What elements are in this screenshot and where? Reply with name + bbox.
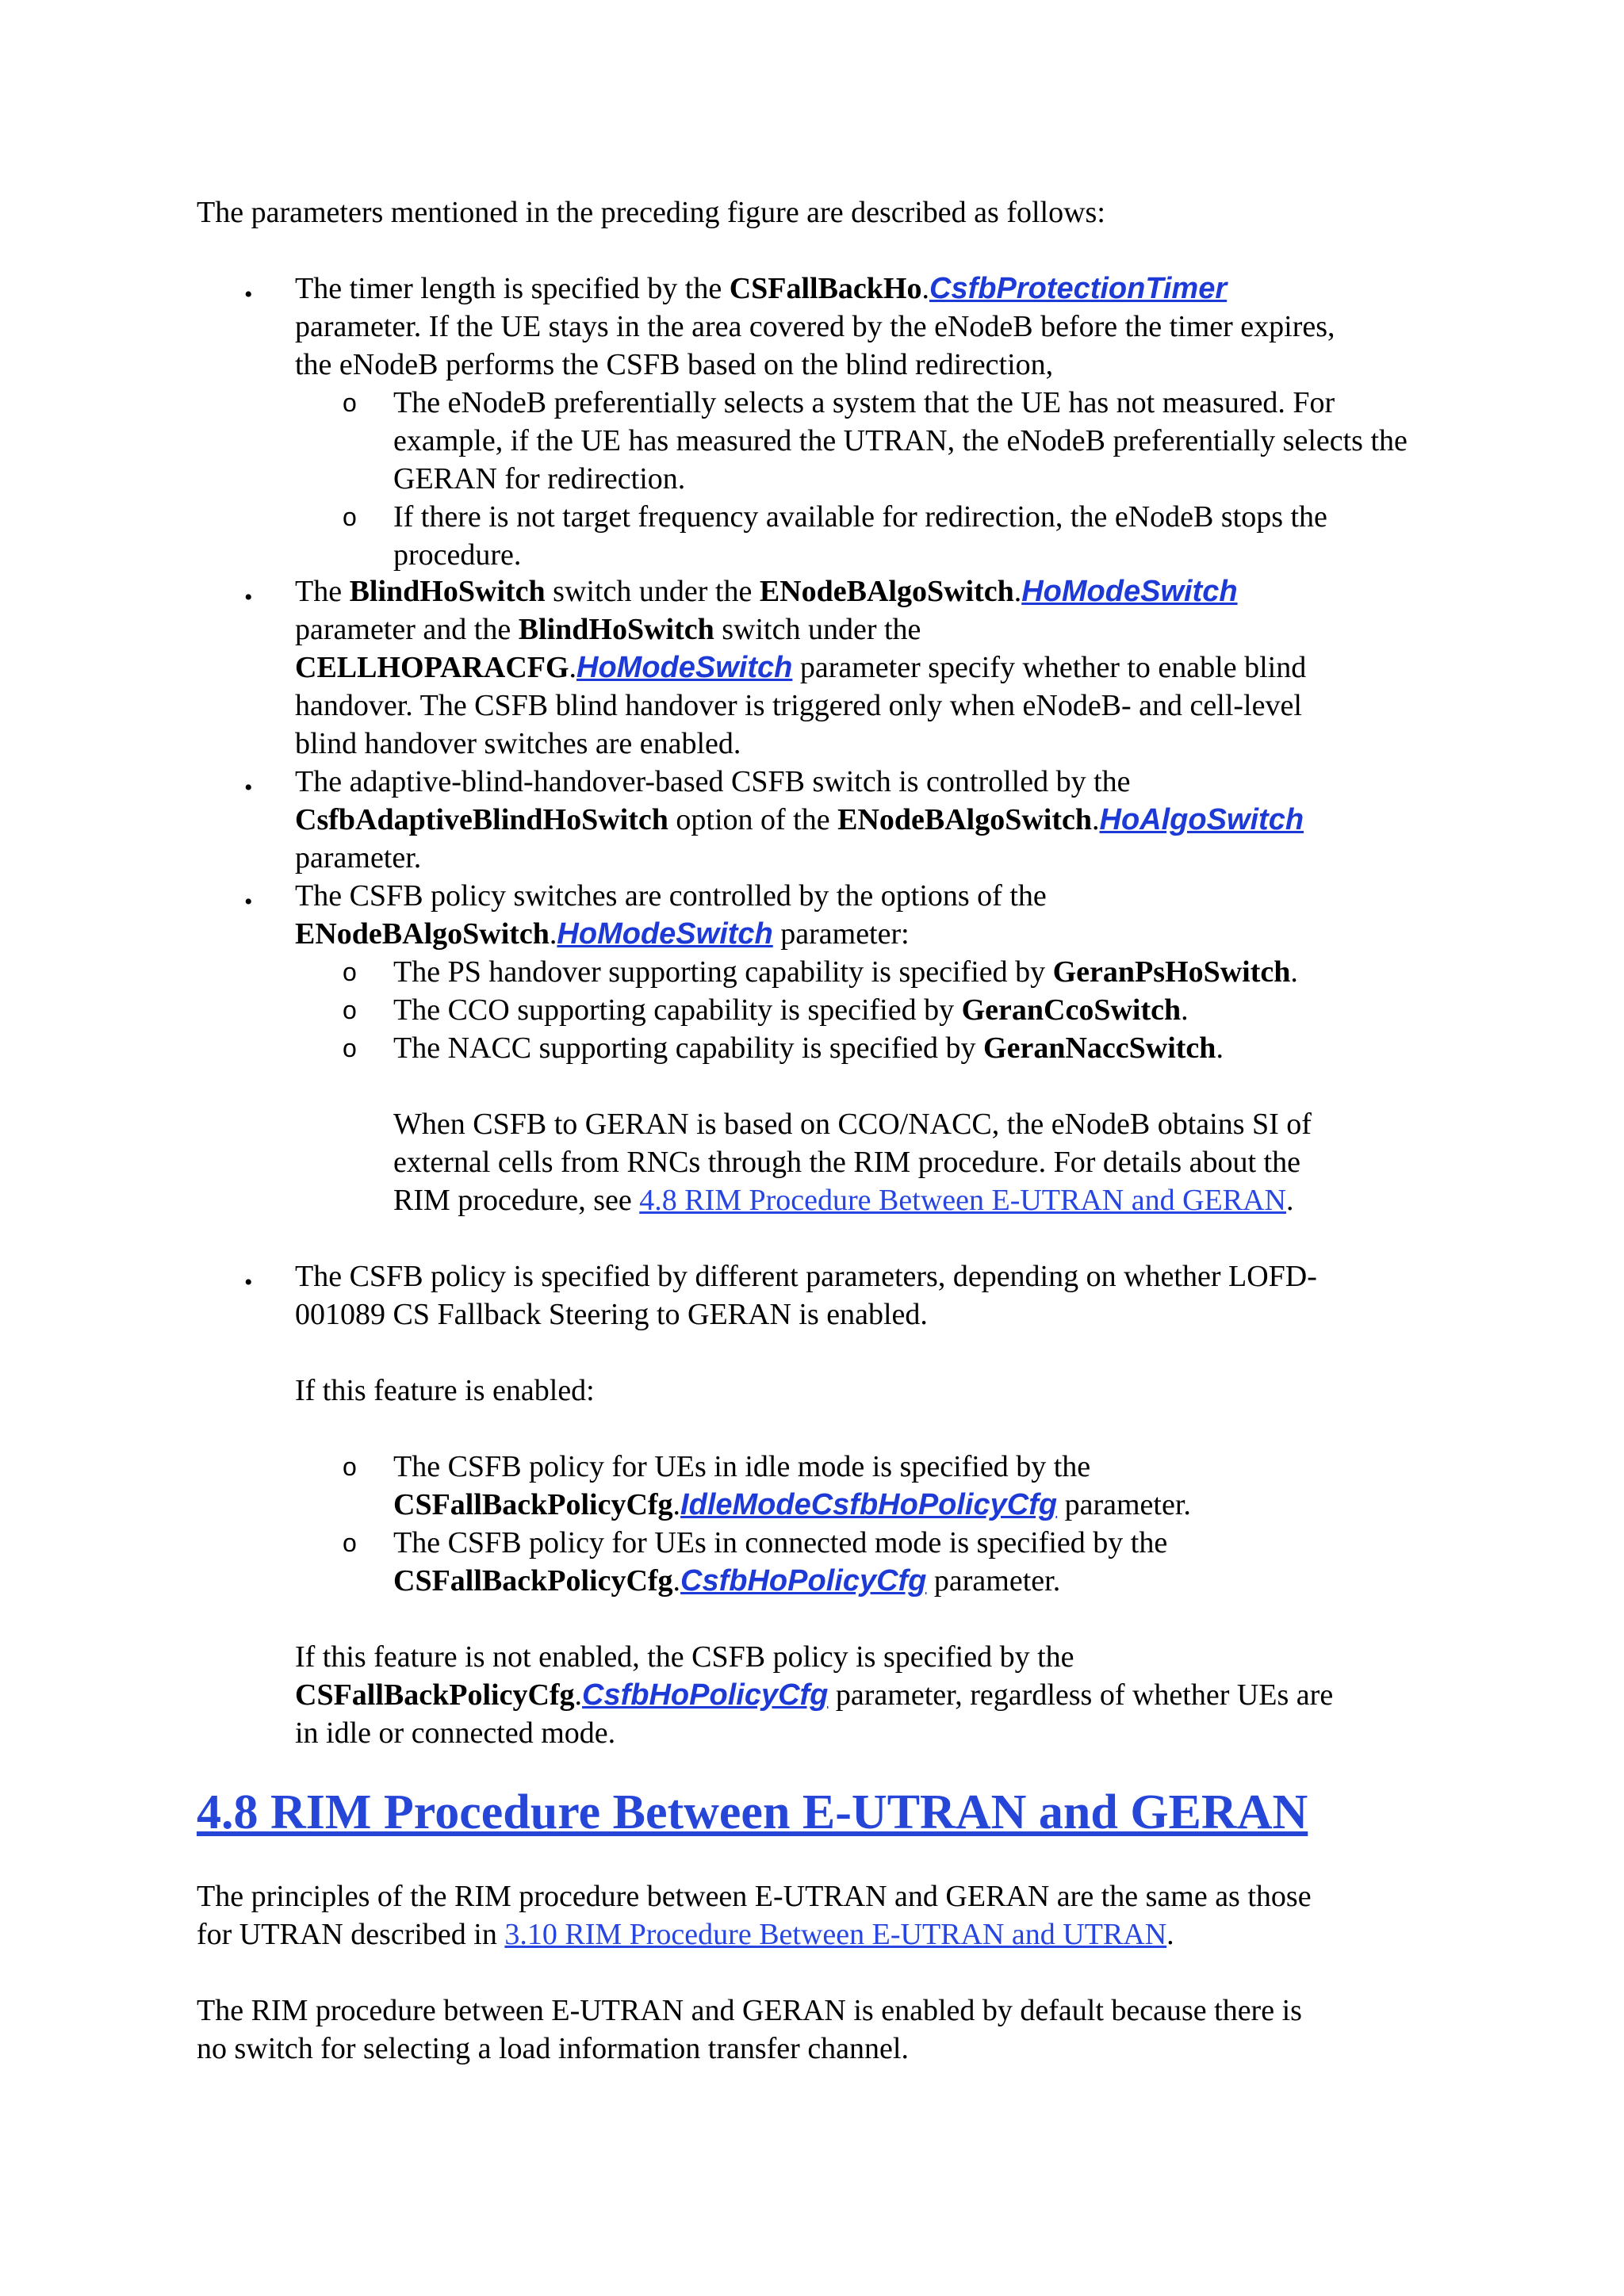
sub-item-text-line: CSFallBackPolicyCfg.CsfbHoPolicyCfg parameter.: [393, 1564, 1061, 1598]
bullet-text-line: the eNodeB performs the CSFB based on the blind redirection,: [295, 348, 1054, 381]
param-link-idle-mode-csfb-ho-policy-cfg[interactable]: IdleModeCsfbHoPolicyCfg: [680, 1488, 1058, 1521]
cco-nacc-note-line: RIM procedure, see 4.8 RIM Procedure Between E-UTRAN and GERAN.: [393, 1184, 1294, 1217]
sub-bullet-icon: o: [343, 1452, 357, 1481]
cco-nacc-note-line: external cells from RNCs through the RIM procedure. For details about the: [393, 1146, 1300, 1179]
param-link-csfb-ho-policy-cfg[interactable]: CsfbHoPolicyCfg: [680, 1564, 927, 1598]
feature-enabled-label: If this feature is enabled:: [295, 1374, 595, 1407]
bullet-item-csfb-policy-switches: The CSFB policy switches are controlled by the options of the: [295, 879, 1047, 913]
bullet-text-line: blind handover switches are enabled.: [295, 727, 741, 760]
sub-item-no-target-frequency: If there is not target frequency available for redirection, the eNodeB stops the procedure.: [393, 500, 1327, 572]
bullet-text-line: parameter. If the UE stays in the area covered by the eNodeB before the timer expires,: [295, 310, 1335, 343]
intro-paragraph: The parameters mentioned in the preceding figure are described as follows:: [197, 196, 1105, 229]
bullet-item-adaptive-blind-ho: The adaptive-blind-handover-based CSFB switch is controlled by the: [295, 765, 1131, 798]
sub-item-connected-mode: The CSFB policy for UEs in connected mode is specified by the: [393, 1526, 1168, 1559]
sub-item-idle-mode: The CSFB policy for UEs in idle mode is specified by the: [393, 1450, 1091, 1483]
param-link-ho-mode-switch[interactable]: HoModeSwitch: [1021, 575, 1238, 608]
feature-not-enabled-line: CSFallBackPolicyCfg.CsfbHoPolicyCfg parameter, regardless of whether UEs are: [295, 1678, 1334, 1712]
bullet-item-timer: The timer length is specified by the CSFallBackHo.CsfbProtectionTimer: [295, 272, 1228, 305]
bullet-item-blind-ho-switch: The BlindHoSwitch switch under the ENodeBAlgoSwitch.HoModeSwitch: [295, 575, 1238, 608]
sub-item-cco: The CCO supporting capability is specified by GeranCcoSwitch.: [393, 993, 1189, 1027]
bullet-text-line: 001089 CS Fallback Steering to GERAN is enabled.: [295, 1298, 928, 1331]
bullet-icon: •: [244, 1269, 253, 1295]
bullet-icon: •: [244, 889, 253, 915]
bullet-item-csfb-policy: The CSFB policy is specified by different parameters, depending on whether LOFD-: [295, 1260, 1317, 1293]
section-heading-link[interactable]: 4.8 RIM Procedure Between E-UTRAN and GERAN: [197, 1785, 1308, 1839]
bullet-text-line: parameter and the BlindHoSwitch switch under the: [295, 613, 921, 646]
param-link-csfb-ho-policy-cfg[interactable]: CsfbHoPolicyCfg: [582, 1678, 829, 1712]
sub-bullet-icon: o: [343, 996, 357, 1024]
rim-default-line: The RIM procedure between E-UTRAN and GERAN is enabled by default because there is: [197, 1994, 1302, 2027]
rim-principles-line: The principles of the RIM procedure between E-UTRAN and GERAN are the same as those: [197, 1880, 1312, 1913]
sub-item-nacc: The NACC supporting capability is specified by GeranNaccSwitch.: [393, 1031, 1224, 1065]
rim-default-line: no switch for selecting a load information transfer channel.: [197, 2032, 909, 2065]
sub-bullet-icon: o: [343, 1034, 357, 1062]
cco-nacc-note-line: When CSFB to GERAN is based on CCO/NACC, the eNodeB obtains SI of: [393, 1108, 1312, 1141]
bullet-icon: •: [244, 775, 253, 801]
bullet-text-line: ENodeBAlgoSwitch.HoModeSwitch parameter:: [295, 917, 910, 951]
bullet-icon: •: [244, 584, 253, 610]
bullet-icon: •: [244, 281, 253, 308]
sub-item-text-line: CSFallBackPolicyCfg.IdleModeCsfbHoPolicyCfg parameter.: [393, 1488, 1191, 1521]
param-link-ho-mode-switch[interactable]: HoModeSwitch: [557, 917, 773, 951]
bullet-text-line: parameter.: [295, 841, 422, 874]
sub-item-ps-handover: The PS handover supporting capability is specified by GeranPsHoSwitch.: [393, 955, 1298, 989]
bullet-text-line: CsfbAdaptiveBlindHoSwitch option of the ENodeBAlgoSwitch.HoAlgoSwitch: [295, 803, 1304, 836]
sub-bullet-icon: o: [343, 958, 357, 986]
bullet-text-line: CELLHOPARACFG.HoModeSwitch parameter specify whether to enable blind: [295, 651, 1307, 684]
rim-principles-line: for UTRAN described in 3.10 RIM Procedure Between E-UTRAN and UTRAN.: [197, 1918, 1174, 1951]
sub-bullet-icon: o: [343, 503, 357, 531]
object-name: CSFallBackHo: [729, 272, 922, 305]
param-link-csfb-protection-timer[interactable]: CsfbProtectionTimer: [929, 272, 1228, 305]
xref-link-rim-geran[interactable]: 4.8 RIM Procedure Between E-UTRAN and GERAN: [639, 1184, 1286, 1217]
feature-not-enabled-line: in idle or connected mode.: [295, 1716, 616, 1750]
bullet-text-line: handover. The CSFB blind handover is triggered only when eNodeB- and cell-level: [295, 689, 1302, 722]
feature-not-enabled-line: If this feature is not enabled, the CSFB policy is specified by the: [295, 1640, 1074, 1674]
sub-bullet-icon: o: [343, 388, 357, 417]
param-link-ho-algo-switch[interactable]: HoAlgoSwitch: [1099, 803, 1304, 836]
param-link-ho-mode-switch[interactable]: HoModeSwitch: [576, 651, 793, 684]
xref-link-rim-utran[interactable]: 3.10 RIM Procedure Between E-UTRAN and UTRAN: [504, 1918, 1167, 1951]
sub-item-preferential-selection: The eNodeB preferentially selects a system that the UE has not measured. For example, if the UE has measured the UTRAN, the eNodeB preferentially selects the GERAN for redirection.: [393, 386, 1408, 496]
sub-bullet-icon: o: [343, 1529, 357, 1557]
